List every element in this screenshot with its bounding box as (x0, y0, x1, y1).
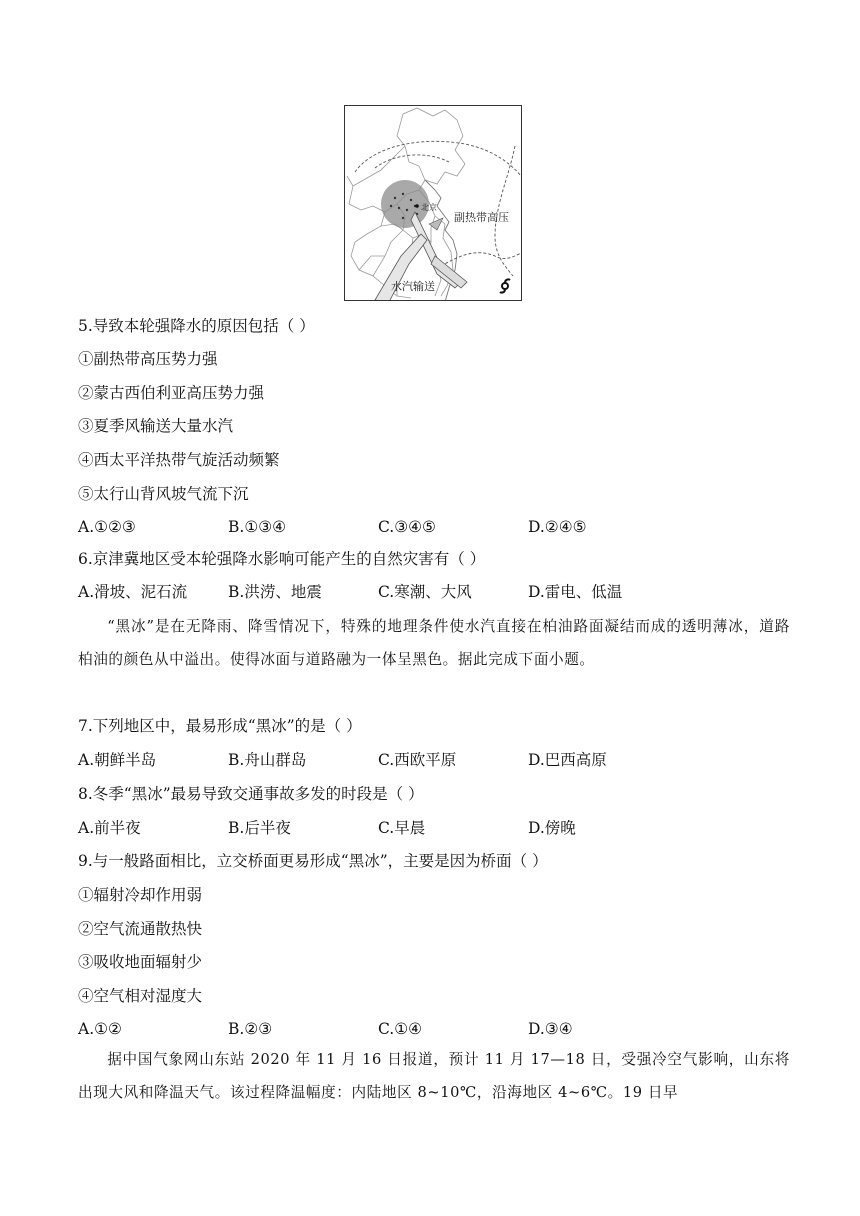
question-5-option-a: A.①②③ (78, 518, 136, 536)
question-5-option-c: C.③④⑤ (378, 518, 436, 536)
weather-map (344, 105, 522, 301)
question-8-option-c: C.早晨 (378, 819, 426, 837)
question-7-stem: 7.下列地区中，最易形成“黑冰”的是（ ） (78, 717, 362, 735)
question-8-stem: 8.冬季“黑冰”最易导致交通事故多发的时段是（ ） (78, 785, 424, 803)
typhoon-icon (497, 278, 513, 294)
question-9-item: ①辐射冷却作用弱 (78, 886, 203, 904)
black-ice-passage-text: “黑冰”是在无降雨、降雪情况下，特殊的地理条件使水汽直接在柏油路面凝结而成的透明薄冰，道路柏油的颜色从中溢出。使得冰面与道路融为一体呈黑色。据此完成下面小题。 (78, 618, 790, 668)
question-6-option-a: A.滑坡、泥石流 (78, 583, 188, 601)
question-5-item: ④西太平洋热带气旋活动频繁 (78, 451, 280, 469)
city-label: 北京 (421, 203, 437, 212)
vapor-transport-label: 水汽输送 (391, 280, 435, 293)
question-7-option-d: D.巴西高原 (528, 751, 607, 769)
question-7-option-b: B.舟山群岛 (228, 751, 307, 769)
question-5-item: ③夏季风输送大量水汽 (78, 417, 234, 435)
question-9-option-a: A.①② (78, 1020, 122, 1038)
question-5-item: ②蒙古西伯利亚高压势力强 (78, 384, 265, 402)
question-6-option-d: D.雷电、低温 (528, 583, 623, 601)
cold-wave-passage (78, 1043, 790, 1109)
question-6-option-c: C.寒潮、大风 (378, 583, 472, 601)
question-5-option-b: B.①③④ (228, 518, 287, 536)
question-8-option-a: A.前半夜 (78, 819, 141, 837)
question-9-option-d: D.③④ (528, 1020, 573, 1038)
cold-wave-passage-text: 据中国气象网山东站 2020 年 11 月 16 日报道，预计 11 月 17—18 日，受强冷空气影响，山东将出现大风和降温天气。该过程降温幅度：内陆地区 8~10℃，沿海地区 4~6℃。19 日早 (78, 1051, 790, 1101)
question-7-option-a: A.朝鲜半岛 (78, 751, 157, 769)
question-8-option-b: B.后半夜 (228, 819, 291, 837)
question-9-item: ④空气相对湿度大 (78, 987, 203, 1005)
question-5-item: ⑤太行山背风坡气流下沉 (78, 485, 249, 503)
black-ice-passage (78, 610, 790, 676)
question-9-option-c: C.①④ (378, 1020, 423, 1038)
question-9-item: ③吸收地面辐射少 (78, 953, 203, 971)
question-9-item: ②空气流通散热快 (78, 920, 203, 938)
question-9-option-b: B.②③ (228, 1020, 273, 1038)
question-5-item: ①副热带高压势力强 (78, 350, 218, 368)
question-5-option-d: D.②④⑤ (528, 518, 587, 536)
question-9-stem: 9.与一般路面相比，立交桥面更易形成“黑冰”，主要是因为桥面（ ） (78, 852, 548, 870)
subtropical-high-label: 副热带高压 (454, 211, 509, 224)
question-7-option-c: C.西欧平原 (378, 751, 457, 769)
question-6-option-b: B.洪涝、地震 (228, 583, 322, 601)
question-8-option-d: D.傍晚 (528, 819, 576, 837)
question-6-stem: 6.京津冀地区受本轮强降水影响可能产生的自然灾害有（ ） (78, 550, 486, 568)
question-5-stem: 5.导致本轮强降水的原因包括（ ） (78, 317, 315, 335)
